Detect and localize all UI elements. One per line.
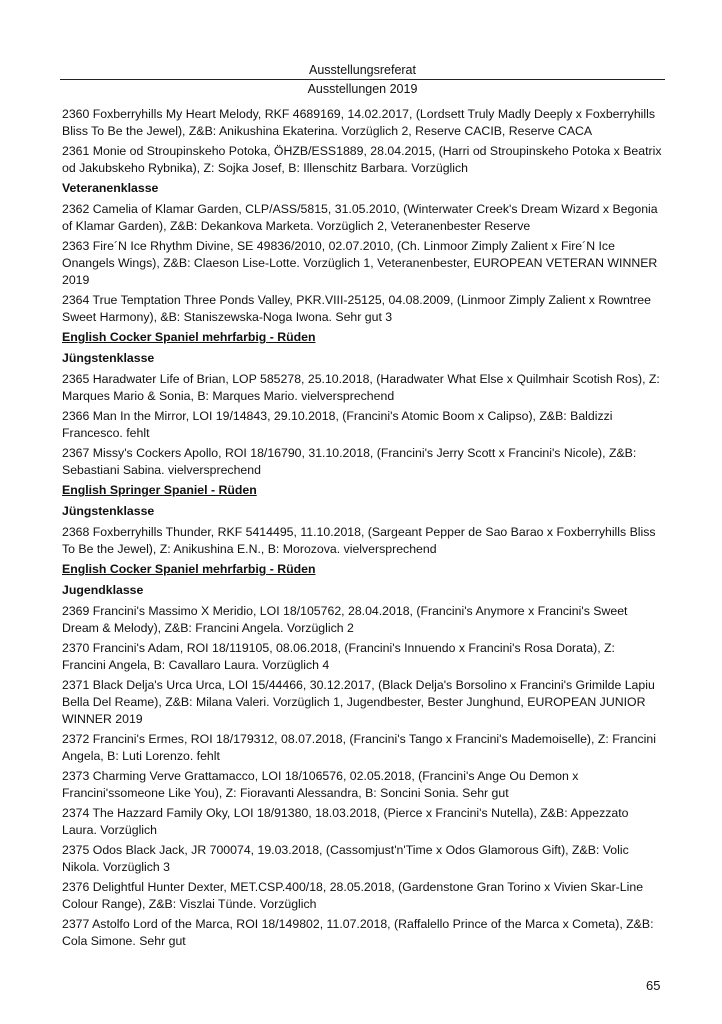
result-entry: 2369 Francini's Massimo X Meridio, LOI 18/105762, 28.04.2018, (Francini's Anymore x Francini's Sweet Dream & Melody), Z&B: Francini Angela. Vorzüglich 2 [62,604,628,635]
result-entry: 2370 Francini's Adam, ROI 18/119105, 08.06.2018, (Francini's Innuendo x Francini's Rosa Dorata), Z: Francini Angela, B: Cavallaro Laura. Vorzüglich 4 [62,641,615,672]
result-entry: 2372 Francini's Ermes, ROI 18/179312, 08.07.2018, (Francini's Tango x Francini's Mademoiselle), Z: Francini Angela, B: Luti Lorenzo. fehlt [62,732,656,763]
page-number: 65 [646,978,661,993]
result-entry: 2365 Haradwater Life of Brian, LOP 585278, 25.10.2018, (Haradwater What Else x Quilmhair Scotish Ros), Z: Marques Mario & Sonia, B: Marques Mario. vielversprechend [62,372,660,403]
page-header [60,62,665,97]
header-title: Ausstellungsreferat [308,63,416,77]
results-list [62,106,662,953]
class-heading: Veteranenklasse [62,181,159,195]
result-entry: 2366 Man In the Mirror, LOI 19/14843, 29.10.2018, (Francini's Atomic Boom x Calipso), Z&B: Baldizzi Francesco. fehlt [62,409,613,440]
class-heading: Jüngstenklasse [62,351,155,365]
result-entry: 2363 Fire´N Ice Rhythm Divine, SE 49836/2010, 02.07.2010, (Ch. Linmoor Zimply Zalient x Fire´N Ice Onangels Wings), Z&B: Claeson Lise-Lotte. Vorzüglich 1, Veteranenbester, EUROPEAN VETERAN WINNER 2019 [62,239,658,287]
result-entry: 2375 Odos Black Jack, JR 700074, 19.03.2018, (Cassomjust'n'Time x Odos Glamorous Gift), Z&B: Volic Nikola. Vorzüglich 3 [62,843,629,874]
header-subtitle: Ausstellungen 2019 [307,82,418,96]
class-heading: Jugendklasse [62,583,144,597]
result-entry: 2371 Black Delja's Urca Urca, LOI 15/44466, 30.12.2017, (Black Delja's Borsolino x Francini's Grimilde Lapiu Bella Del Reame), Z&B: Milana Valeri. Vorzüglich 1, Jugendbester, Bester Junghund, EUROPEAN JUNIOR WINNER 2019 [62,678,655,726]
result-entry: 2373 Charming Verve Grattamacco, LOI 18/106576, 02.05.2018, (Francini's Ange Ou Demon x Francini'ssomeone Like You), Z: Fioravanti Alessandra, B: Soncini Sonia. Sehr gut [62,769,579,800]
result-entry: 2374 The Hazzard Family Oky, LOI 18/91380, 18.03.2018, (Pierce x Francini's Nutella), Z&B: Appezzato Laura. Vorzüglich [62,806,629,837]
class-heading: Jüngstenklasse [62,504,155,518]
breed-section-heading: English Springer Spaniel - Rüden [62,483,257,497]
result-entry: 2364 True Temptation Three Ponds Valley, PKR.VIII-25125, 04.08.2009, (Linmoor Zimply Zalient x Rowntree Sweet Harmony), &B: Staniszewska-Noga Iwona. Sehr gut 3 [62,293,651,324]
result-entry: 2367 Missy's Cockers Apollo, ROI 18/16790, 31.10.2018, (Francini's Jerry Scott x Francini's Nicole), Z&B: Sebastiani Sabina. vielversprechend [62,446,637,477]
breed-section-heading: English Cocker Spaniel mehrfarbig - Rüden [62,330,316,344]
result-entry: 2362 Camelia of Klamar Garden, CLP/ASS/5815, 31.05.2010, (Winterwater Creek's Dream Wizard x Begonia of Klamar Garden), Z&B: Dekankova Marketa. Vorzüglich 2, Veteranenbester Reserve [62,202,658,233]
breed-section-heading: English Cocker Spaniel mehrfarbig - Rüden [62,562,316,576]
result-entry: 2377 Astolfo Lord of the Marca, ROI 18/149802, 11.07.2018, (Raffalello Prince of the Marca x Cometa), Z&B: Cola Simone. Sehr gut [62,917,654,948]
header-rule [60,79,665,80]
result-entry: 2376 Delightful Hunter Dexter, MET.CSP.400/18, 28.05.2018, (Gardenstone Gran Torino x Vivien Skar-Line Colour Range), Z&B: Viszlai Tünde. Vorzüglich [62,880,644,911]
result-entry: 2368 Foxberryhills Thunder, RKF 5414495, 11.10.2018, (Sargeant Pepper de Sao Barao x Foxberryhills Bliss To Be the Jewel), Z: Anikushina E.N., B: Morozova. vielversprechend [62,525,656,556]
result-entry: 2360 Foxberryhills My Heart Melody, RKF 4689169, 14.02.2017, (Lordsett Truly Madly Deeply x Foxberryhills Bliss To Be the Jewel), Z&B: Anikushina Ekaterina. Vorzüglich 2, Reserve CACIB, Reserve CACA [62,107,656,138]
result-entry: 2361 Monie od Stroupinskeho Potoka, ÖHZB/ESS1889, 28.04.2015, (Harri od Stroupinskeho Potoka x Beatrix od Jakubskeho Rybnika), Z: Sojka Josef, B: Illenschitz Barbara. Vorzüglich [62,144,662,175]
